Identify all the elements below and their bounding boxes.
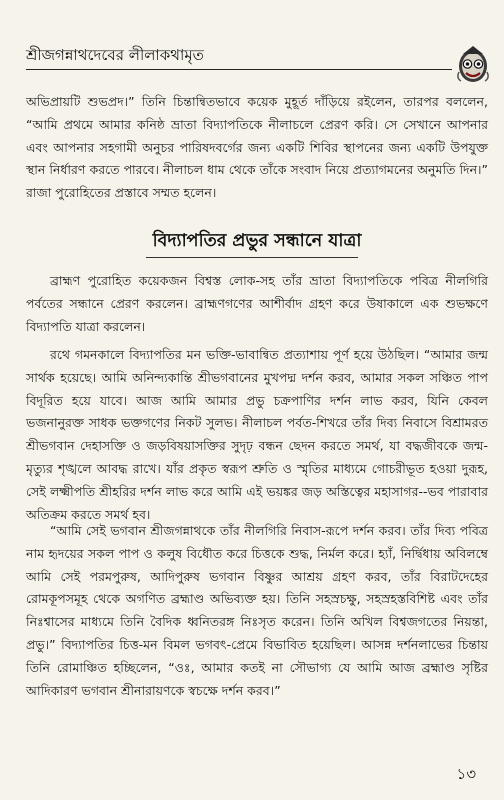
paragraph-section-3: “আমি সেই ভগবান শ্রীজগন্নাথকে তাঁর নীলগিরি নিবাস-রূপে দর্শন করব। তাঁর দিব্য পবিত্র নাম হৃদয়ের সকল পাপ ও কলুষ বিধৌত করে চিত্তকে শুদ্ধ, নির্মল করে। হ্যাঁ, নির্দ্বিধায় অবিলম্বে আমি সেই পরমপুরুষ, আদিপুরুষ ভগবান বিষ্ণুর আশ্রয় গ্রহণ করব, তাঁর বিরাটদেহের রোমকূপসমূহ থেকে অগণিত ব্রহ্মাণ্ড অভিব্যক্ত হয়। তিনি সহস্রচক্ষু, সহস্রহস্তবিশিষ্ট এবং তাঁর নিঃশ্বাসের মাধ্যমে তিনি বৈদিক ধ্বনিতরঙ্গ নিঃসৃত করেন। তিনি অখিল বিশ্বজগতের নিয়ন্তা, প্রভু।” বিদ্যাপতির চিত্ত-মন বিমল ভগবৎ-প্রেমে বিভাবিত হয়েছিল। আসন্ন দর্শনলাভের চিন্তায় তিনি রোমাঞ্চিত হচ্ছিলেন, “ওঃ, আমার কতই না সৌভাগ্য যে আমি আজ ব্রহ্মাণ্ড সৃষ্টির আদিকারণ ভগবান শ্রীনারায়ণকে স্বচক্ষে দর্শন করব।” <box>26 523 488 698</box>
section-heading: বিদ্যাপতির প্রভুর সন্ধানে যাত্রা <box>152 231 362 251</box>
jagannath-emblem-icon <box>455 44 491 84</box>
page-number: ১৩ <box>456 765 476 783</box>
header-rule <box>26 69 452 70</box>
section-heading-underline <box>146 257 358 258</box>
paragraph-section-1: ব্রাহ্মণ পুরোহিত কয়েকজন বিশ্বস্ত লোক-সহ তাঁর ভ্রাতা বিদ্যাপতিকে পবিত্র নীলগিরি পর্বতের সন্ধানে প্রেরণ করলেন। ব্রাহ্মণগণের আশীর্বাদ গ্রহণ করে উষাকালে এক শুভক্ষণে বিদ্যাপতি যাত্রা করলেন। <box>26 273 488 334</box>
paragraph-section-2: রথে গমনকালে বিদ্যাপতির মন ভক্তি-ভাবান্বিত প্রত্যাশায় পূর্ণ হয়ে উঠছিল। “আমার জন্ম সার্থক হয়েছে। আমি অনিন্দ্যকান্তি শ্রীভগবানের মুখপদ্ম দর্শন করব, আমার সকল সঞ্চিত পাপ বিদূরিত হয়ে যাবে। আজ আমি আমার প্রভু চক্রপাণির দর্শন লাভ করব, যিনি কেবল ভজনানুরক্ত সাধক ভক্তগণের নিকট সুলভ। নীলাচল পর্বত-শিখরে তাঁর দিব্য নিবাসে বিশ্রামরত শ্রীভগবান দেহাসক্তি ও জড়বিষয়াসক্তির সুদৃঢ় বন্ধন ছেদন করতে সমর্থ, যা বদ্ধজীবকে জন্ম-মৃত্যুর শৃঙ্খলে আবদ্ধ রাখে। যাঁর প্রকৃত স্বরূপ শ্রুতি ও স্মৃতির মাধ্যমে গোচরীভূত হওয়া দুরূহ, সেই লক্ষ্মীপতি শ্রীহরির দর্শন লাভ করে আমি এই ভয়ঙ্কর জড় অস্তিত্বের মহাসাগর--ভব পারাবার অতিক্রম করতে সমর্থ হব। <box>26 347 488 522</box>
paragraph-intro: অভিপ্রায়টি শুভপ্রদ।” তিনি চিন্তান্বিতভাবে কয়েক মুহূর্ত দাঁড়িয়ে রইলেন, তারপর বললেন, “আমি প্রথমে আমার কনিষ্ঠ ভ্রাতা বিদ্যাপতিকে নীলাচলে প্রেরণ করি। সে সেখানে আপনার এবং আপনার সহগামী অনুচর পারিষদবর্গের জন্য একটি শিবির স্থাপনের জন্য একটি উপযুক্ত স্থান নির্ধারণ করতে পারবে। নীলাচল ধাম থেকে তাঁকে সংবাদ নিয়ে প্রত্যাগমনের অনুমতি দিন।” রাজা পুরোহিতের প্রস্তাবে সম্মত হলেন। <box>26 94 488 201</box>
running-title: শ্রীজগন্নাথদেবের লীলাকথামৃত <box>26 46 204 64</box>
